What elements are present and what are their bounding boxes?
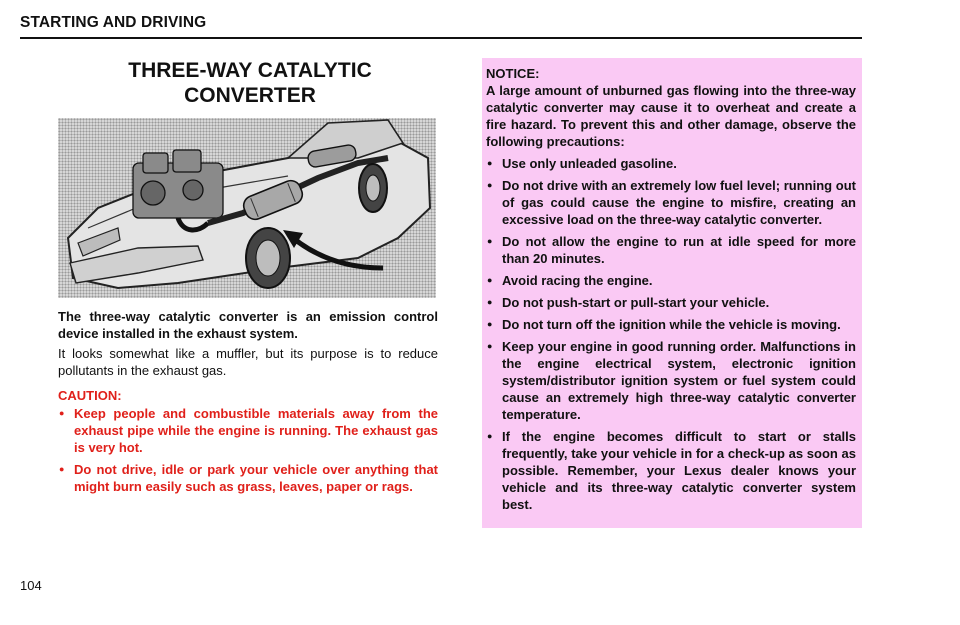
notice-label: NOTICE: [486, 66, 540, 81]
notice-item: ● Do not allow the engine to run at idle speed for more than 20 minutes. [486, 233, 856, 267]
notice-item: ● Avoid racing the engine. [486, 272, 856, 289]
notice-item: ● Keep your engine in good running order. Malfunctions in the engine electrical system, electronic ignition system/distributor ignition system or fuel system could cause an extremely high three-way catalytic converter temperature. [486, 338, 856, 423]
notice-item: ● Do not push-start or pull-start your vehicle. [486, 294, 856, 311]
caution-list [58, 405, 438, 500]
car-exhaust-diagram [58, 118, 436, 298]
title-line-2: CONVERTER [184, 84, 316, 107]
notice-list [486, 155, 856, 513]
section-header: STARTING AND DRIVING [20, 14, 207, 31]
page-number: 104 [20, 578, 42, 593]
notice-item: ● Do not turn off the ignition while the vehicle is moving. [486, 316, 856, 333]
caution-label: CAUTION: [58, 388, 122, 403]
notice-item: ● Do not drive with an extremely low fuel level; running out of gas could cause the engine to misfire, creating an excessive load on the three-way catalytic converter. [486, 177, 856, 228]
title-line-1: THREE-WAY CATALYTIC [128, 59, 372, 82]
page-title [60, 58, 440, 108]
caution-item: ● Keep people and combustible materials away from the exhaust pipe while the engine is running. The exhaust gas is very hot. [58, 405, 438, 456]
body-text: It looks somewhat like a muffler, but its purpose is to reduce pollutants in the exhaust gas. [58, 346, 438, 378]
notice-item: ● Use only unleaded gasoline. [486, 155, 856, 172]
notice-item: ● If the engine becomes difficult to start or stalls frequently, take your vehicle in for a check-up as soon as possible. Remember, your Lexus dealer knows your vehicle and its three-way catalytic converter system best. [486, 428, 856, 513]
catalytic-converter-illustration [58, 118, 436, 298]
notice-intro: A large amount of unburned gas flowing into the three-way catalytic converter may cause it to overheat and create a fire hazard. To prevent this and other damage, observe the following precautions: [486, 83, 856, 149]
caution-item: ● Do not drive, idle or park your vehicle over anything that might burn easily such as grass, leaves, paper or rags. [58, 461, 438, 495]
notice-box [482, 58, 862, 528]
notice-content [486, 65, 856, 518]
intro-text: The three-way catalytic converter is an emission control device installed in the exhaust system. [58, 309, 438, 341]
header-rule [20, 37, 862, 39]
